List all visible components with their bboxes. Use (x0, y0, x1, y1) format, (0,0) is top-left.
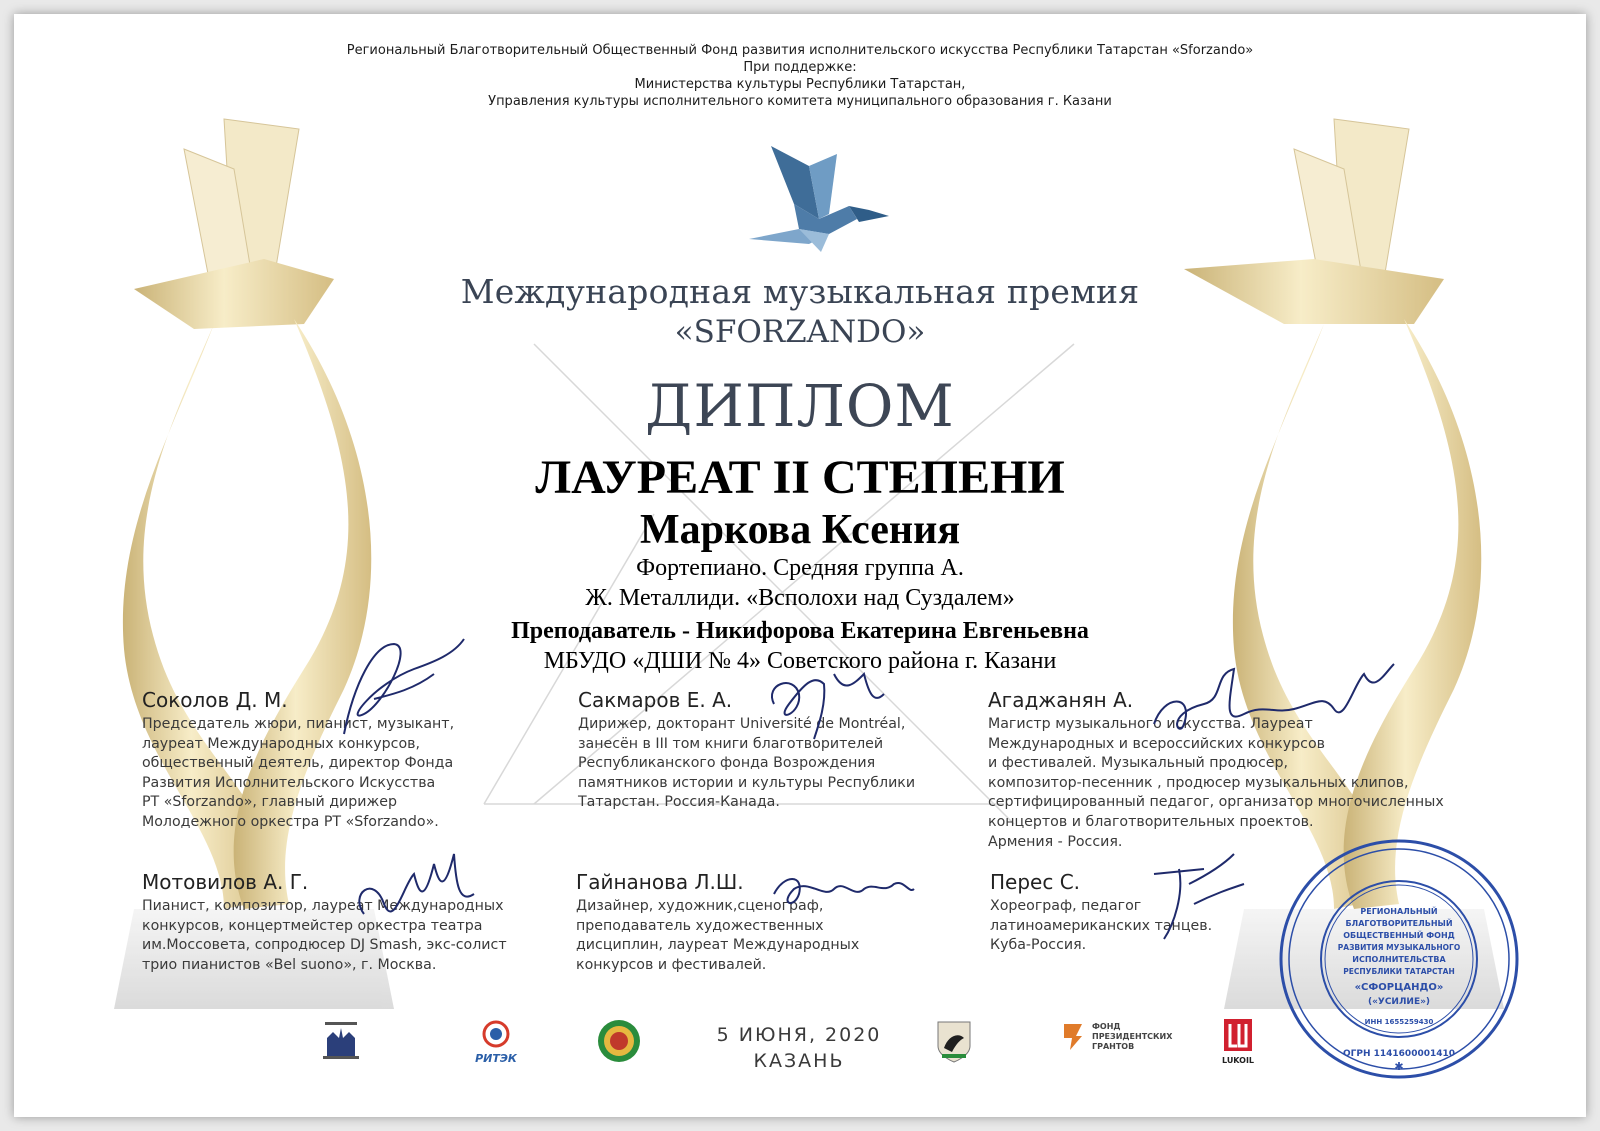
jury-description: Хореограф, педагог латиноамериканских танцев. Куба-Россия. (990, 898, 1213, 954)
ritek-logo: РИТЭК (466, 1020, 526, 1065)
city: КАЗАНЬ (753, 1050, 845, 1072)
date: 5 ИЮНЯ, 2020 (716, 1024, 882, 1046)
recipient-name: Маркова Ксения (639, 507, 961, 553)
diploma-sheet (14, 14, 1586, 1117)
jury-description: Магистр музыкального искусства. Лауреат Международных и всероссийских конкурсов и фестивалей. Музыкальный продюсер, композитор-песенник , продюсер музыкальных клипов, сертифицированный педагог, организатор многочисленных концертов и благотворительных проектов. Армения - Россия. (988, 716, 1444, 850)
grants-fund-icon (1060, 1022, 1086, 1052)
category: Фортепиано. Средняя группа А. (636, 555, 964, 581)
jury-member (576, 870, 976, 975)
jury-description: Председатель жюри, пианист, музыкант, лауреат Международных конкурсов, общественный деятель, директор Фонда Развития Исполнительского Искусства РТ «Sforzando», главный дирижер Молодежного оркестра РТ «Sforzando». (142, 716, 455, 830)
header-ministry: Министерства культуры Республики Татарстан, (634, 77, 966, 92)
tatarstan-emblem-icon (596, 1018, 642, 1064)
svg-text:ИНН 1655259430: ИНН 1655259430 (1364, 1018, 1434, 1026)
piece: Ж. Металлиди. «Всполохи над Суздалем» (585, 585, 1015, 611)
jury-name: Перес С. (990, 870, 1081, 894)
lukoil-logo-icon (1223, 1018, 1253, 1052)
header-foundation: Региональный Благотворительный Общественный Фонд развития исполнительского искусства Республики Татарстан «Sforzando» (346, 43, 1254, 58)
header-support: При поддержке: (743, 60, 857, 75)
award-name: «SFORZANDO» (674, 314, 926, 350)
jury-member (142, 688, 542, 833)
ritek-logo-icon (479, 1020, 513, 1048)
jury-member (578, 688, 978, 813)
kazan-coat-of-arms-icon (934, 1018, 974, 1064)
svg-text:РЕСПУБЛИКИ ТАТАРСТАН: РЕСПУБЛИКИ ТАТАРСТАН (1343, 967, 1455, 976)
ceremony-date (674, 1022, 924, 1074)
teacher: Преподаватель - Никифорова Екатерина Евгеньевна (511, 618, 1089, 644)
svg-text:(«УСИЛИЕ»): («УСИЛИЕ») (1367, 997, 1431, 1007)
jury-name: Мотовилов А. Г. (142, 870, 309, 894)
svg-text:РЕГИОНАЛЬНЫЙ: РЕГИОНАЛЬНЫЙ (1360, 907, 1438, 916)
diploma-heading: ДИПЛОМ (645, 372, 955, 440)
svg-text:ОБЩЕСТВЕННЫЙ ФОНД: ОБЩЕСТВЕННЫЙ ФОНД (1343, 931, 1455, 940)
jury-member (142, 870, 542, 975)
jury-name: Сакмаров Е. А. (578, 688, 733, 712)
jury-name: Гайнанова Л.Ш. (576, 870, 744, 894)
svg-text:ИСПОЛНИТЕЛЬСТВА: ИСПОЛНИТЕЛЬСТВА (1352, 955, 1446, 964)
origami-bird-logo-icon (749, 144, 889, 274)
presidential-grants-fund-logo: ФОНД ПРЕЗИДЕНТСКИХ ГРАНТОВ (1060, 1022, 1172, 1052)
lukoil-logo: LUKOIL (1222, 1018, 1254, 1065)
svg-text:ОГРН 1141600001410: ОГРН 1141600001410 (1342, 1049, 1456, 1059)
school: МБУДО «ДШИ № 4» Советского района г. Казани (543, 648, 1057, 674)
jury-description: Дирижер, докторант Université de Montréal, занесён в III том книги благотворителей Республиканского фонда Возрождения памятников истории и культуры Республики Татарстан. Россия-Канада. (578, 716, 916, 811)
svg-text:РАЗВИТИЯ МУЗЫКАЛЬНОГО: РАЗВИТИЯ МУЗЫКАЛЬНОГО (1337, 943, 1461, 952)
award-title: Международная музыкальная премия (460, 272, 1140, 311)
laureate-degree: ЛАУРЕАТ II СТЕПЕНИ (535, 451, 1065, 504)
kazan-kremlin-logo-icon (319, 1016, 363, 1064)
jury-name: Агаджанян А. (988, 688, 1134, 712)
jury-name: Соколов Д. М. (142, 688, 288, 712)
foundation-stamp-icon (1274, 834, 1524, 1084)
header-department: Управления культуры исполнительного комитета муниципального образования г. Казани (488, 94, 1112, 109)
jury-description: Пианист, композитор, лауреат Международных конкурсов, концертмейстер оркестра театра им.Моссовета, сопродюсер DJ Smash, экс-солист трио пианистов «Bel suono», г. Москва. (142, 898, 507, 973)
jury-description: Дизайнер, художник,сценограф, преподаватель художественных дисциплин, лауреат Международных конкурсов и фестивалей. (576, 898, 860, 973)
svg-text:✱: ✱ (1394, 1060, 1404, 1073)
jury-member (988, 688, 1488, 852)
svg-text:БЛАГОТВОРИТЕЛЬНЫЙ: БЛАГОТВОРИТЕЛЬНЫЙ (1345, 919, 1453, 928)
svg-text:«СФОРЦАНДО»: «СФОРЦАНДО» (1354, 982, 1444, 993)
